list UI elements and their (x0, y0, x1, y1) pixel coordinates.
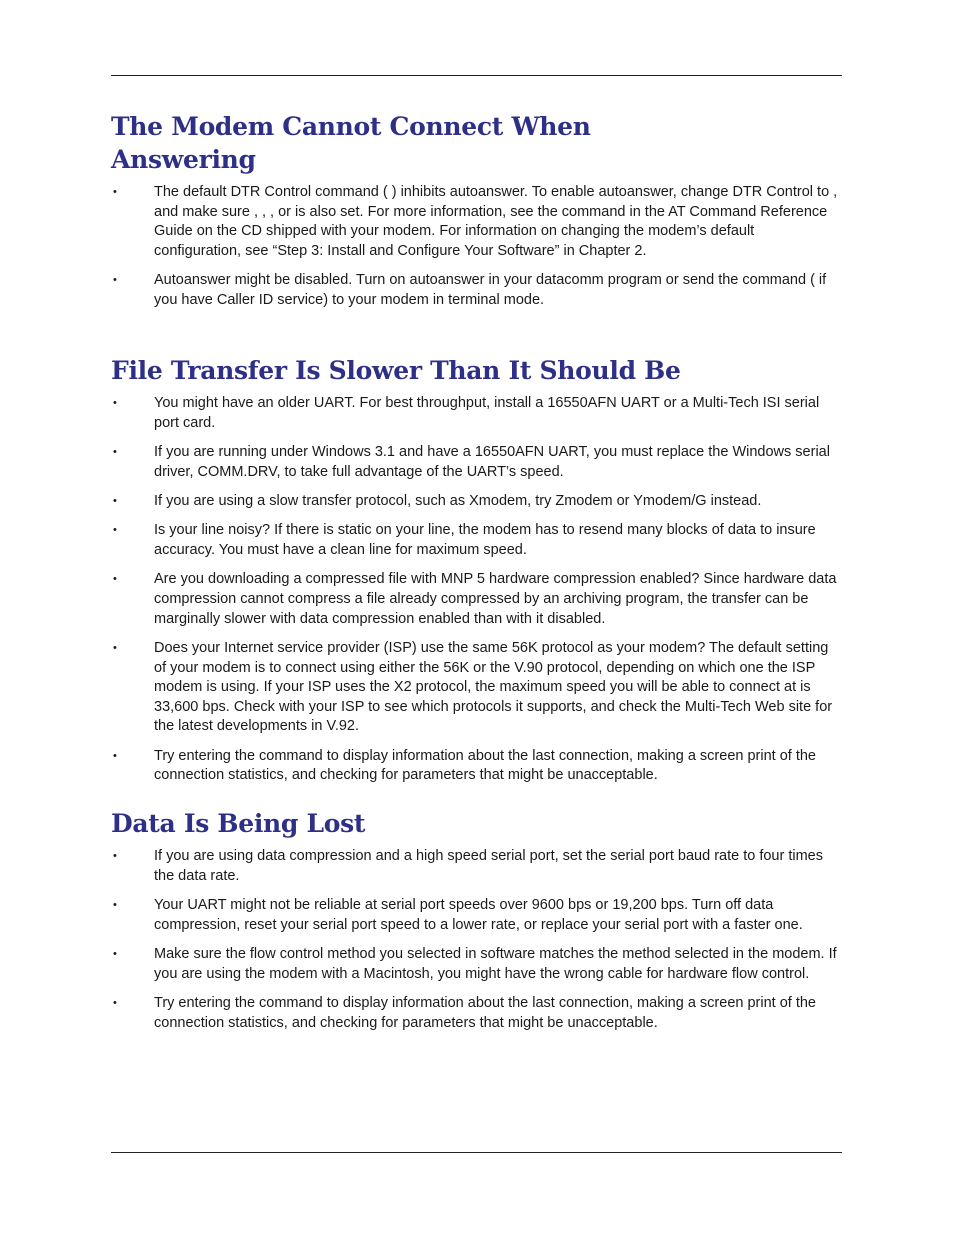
list-item-text: If you are running under Windows 3.1 and have a 16550AFN UART, you must replace the Windows serial driver, COMM.DRV, to take full advantage of the UART’s speed. (154, 443, 830, 480)
list-item (111, 183, 842, 261)
section-heading-modem-cannot-connect: The Modem Cannot Connect When Answering (111, 112, 591, 174)
list-item (111, 443, 842, 482)
list-item-text: Does your Internet service provider (ISP) use the same 56K protocol as your modem? The default setting of your modem is to connect using either the 56K or the V.90 protocol, depending on which one the ISP modem is using. If your ISP uses the X2 protocol, the maximum speed you will be able to connect at is 33,600 bps. Check with your ISP to see which protocols it supports, and check the Multi-Tech Web site for the latest developments in V.92. (154, 639, 833, 735)
list-item (111, 521, 842, 560)
list-item-text: Try entering the command to display information about the last connection, making a screen print of the connection statistics, and checking for parameters that might be unacceptable. (154, 994, 816, 1031)
bullet-icon: • (113, 850, 117, 862)
bullet-icon: • (113, 996, 117, 1009)
list-item-text: You might have an older UART. For best throughput, install a 16550AFN UART or a Multi-Tech ISI serial port card. (154, 395, 820, 431)
list-item (111, 896, 842, 935)
list-item-text: Try entering the command to display information about the last connection, making a screen print of the connection statistics, and checking for parameters that might be unacceptable. (154, 747, 816, 784)
list-item (111, 271, 842, 310)
list-item-text: Is your line noisy? If there is static on your line, the modem has to resend many blocks of data to insure accuracy. You must have a clean line for maximum speed. (154, 522, 816, 558)
footer-rule (111, 1152, 842, 1153)
list-item-text: Autoanswer might be disabled. Turn on autoanswer in your datacomm program or send the command ( if you have Caller ID service) to your modem in terminal mode. (154, 272, 827, 308)
bullet-icon: • (113, 947, 117, 960)
bullet-icon: • (113, 445, 117, 458)
bullet-icon: • (113, 573, 117, 586)
bullet-list-file-transfer-slower (111, 394, 842, 796)
list-item-text: Your UART might not be reliable at serial port speeds over 9600 bps or 19,200 bps. Turn off data compression, reset your serial port speed to a lower rate, or replace your serial port with a faster one. (154, 896, 803, 933)
list-item (111, 747, 842, 786)
bullet-icon: • (113, 524, 117, 537)
section-heading-data-being-lost: Data Is Being Lost (111, 809, 366, 838)
list-item (111, 945, 842, 984)
list-item (111, 394, 842, 433)
section-heading-file-transfer-slower: File Transfer Is Slower Than It Should Be (111, 356, 681, 385)
bullet-list-data-being-lost (111, 847, 842, 1043)
bullet-icon: • (113, 274, 117, 287)
header-rule (111, 75, 842, 76)
list-item-text: If you are using a slow transfer protocol, such as Xmodem, try Zmodem or Ymodem/G instead. (154, 492, 762, 509)
list-item-text: If you are using data compression and a high speed serial port, set the serial port baud rate to four times the data rate. (154, 848, 823, 884)
list-item (111, 994, 842, 1033)
bullet-icon: • (113, 641, 117, 654)
bullet-icon: • (113, 397, 117, 409)
bullet-icon: • (113, 898, 117, 911)
bullet-icon: • (113, 749, 117, 762)
bullet-icon: • (113, 494, 117, 507)
bullet-icon: • (113, 186, 117, 198)
list-item (111, 847, 842, 886)
list-item (111, 639, 842, 737)
list-item-text: Are you downloading a compressed file with MNP 5 hardware compression enabled? Since hardware data compression cannot compress a file already compressed by an archiving program, the transfer can be marginally slower with data compression enabled than with it disabled. (154, 571, 837, 627)
list-item-text: Make sure the flow control method you selected in software matches the method selected in the modem. If you are using the modem with a Macintosh, you might have the wrong cable for hardware flow control. (154, 945, 837, 982)
list-item (111, 570, 842, 629)
list-item (111, 492, 842, 512)
list-item-text: The default DTR Control command ( ) inhibits autoanswer. To enable autoanswer, change DTR Control to , and make sure , , , or is also set. For more information, see the command in the AT Command Reference Guide on the CD shipped with your modem. For information on changing the modem’s default configuration, see “Step 3: Install and Configure Your Software” in Chapter 2. (154, 184, 838, 259)
bullet-list-modem-cannot-connect (111, 183, 842, 320)
